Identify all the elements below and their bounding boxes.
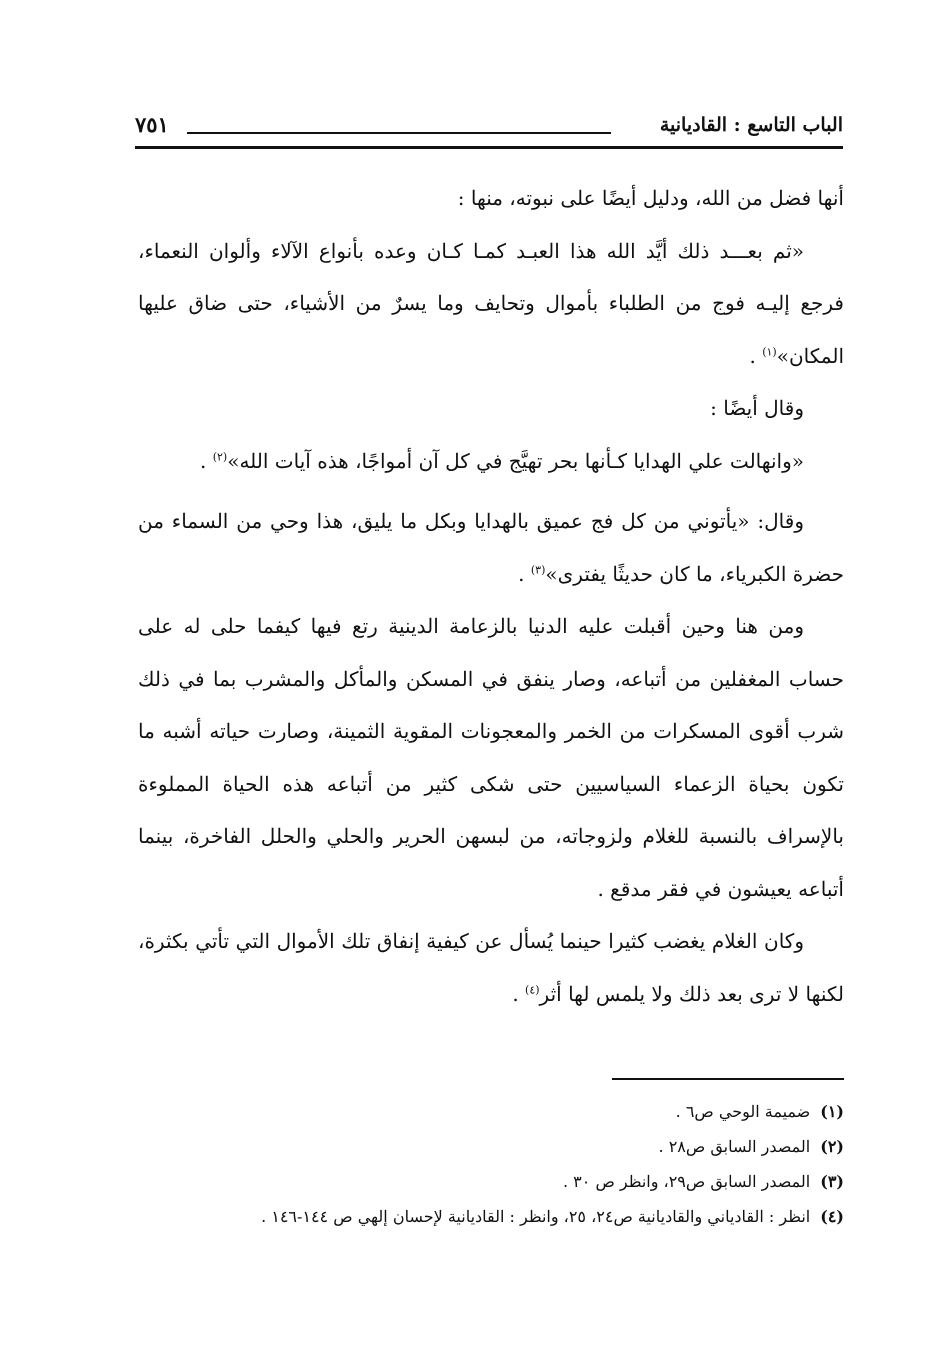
paragraph-text: ومن هنا وحين أقبلت عليه الدنيا بالزعامة الدينية رتع فيها كيفما حلى له على حساب المغفلين من أتباعه، وصار ينفق في المسكن والمأكل والمشرب بما في ذلك شرب أقوى المسكرات من الخمر والمعجونات المقوية الثمينة، وصارت حياته أشبه ما تكون بحياة الزعماء السياسيين حتى شكى كثير من أتباعه هذه الحياة المملوءة بالإسراف بالنسبة للغلام ولزوجاته، من لبسهن الحرير والحلي والحلل الفاخرة، بينما أتباعه يعيشون في فقر مدقع . — [138, 614, 844, 901]
footnote-number: (٢) — [820, 1137, 844, 1156]
footnote-number: (٣) — [820, 1172, 844, 1191]
chapter-title: الباب التاسع : القاديانية — [659, 114, 843, 136]
header-rule — [135, 146, 843, 149]
footnote-text: انظر : القادياني والقاديانية ص٢٤، ٢٥، وانظر : القاديانية لإحسان إلهي ص ١٤٤-١٤٦ . — [261, 1207, 811, 1226]
quote-paragraph — [138, 495, 844, 600]
sentence-end: . — [749, 343, 756, 368]
paragraph — [138, 382, 844, 435]
footnote-number: (٤) — [820, 1207, 844, 1226]
sentence-end: . — [199, 448, 207, 473]
main-text — [138, 172, 844, 1020]
quote-text: «ثم بعـــد ذلك أيَّد الله هذا العبـد كمـا كـان وعده بأنواع الآلاء وألوان النعماء، فرجع إليـه فوج من الطلباء بأموال وتحايف وما يسرٌ من الأشياء، حتى ضاق عليها المكان» — [138, 238, 844, 368]
footnote-item — [138, 1094, 844, 1129]
footnote-ref: (١) — [762, 344, 777, 358]
paragraph — [138, 600, 844, 915]
sentence-end: . — [518, 561, 525, 586]
footnote-text: المصدر السابق ص٢٨ . — [658, 1137, 811, 1156]
footnote-ref: (٣) — [530, 562, 546, 576]
footnote-item — [138, 1199, 844, 1234]
paragraph — [138, 172, 844, 225]
footnote-item — [138, 1164, 844, 1199]
footnote-number: (١) — [820, 1102, 844, 1121]
paragraph-text: وقال أيضًا : — [710, 396, 804, 420]
paragraph-text: أنها فضل من الله، ودليل أيضًا على نبوته، منها : — [457, 186, 844, 210]
footnote-ref: (٢) — [212, 449, 228, 463]
page-number: ٧٥١ — [135, 112, 169, 137]
running-header — [135, 110, 843, 150]
footnote-item — [138, 1129, 844, 1164]
footnote-ref: (٤) — [525, 982, 540, 996]
paragraph-text: وكان الغلام يغضب كثيرا حينما يُسأل عن كيفية إنفاق تلك الأموال التي تأتي بكثرة، لكنها لا ترى بعد ذلك ولا يلمس لها أثر — [138, 929, 844, 1006]
footnote-text: المصدر السابق ص٢٩، وانظر ص ٣٠ . — [563, 1172, 811, 1191]
quote-text: وقال: «يأتوني من كل فج عميق بالهدايا وبكل ما يليق، هذا وحي من السماء من حضرة الكبرياء، ما كان حديثًا يفترى» — [138, 509, 844, 586]
quote-paragraph — [138, 225, 844, 383]
sentence-end: . — [512, 981, 519, 1006]
header-divider-line — [187, 132, 611, 134]
quote-text: «وانهالت علي الهدايا كـأنها بحر تهيَّج في كل آن أمواجًا، هذه آيات الله» — [227, 448, 804, 473]
footnotes — [138, 1094, 844, 1234]
quote-paragraph — [138, 435, 844, 488]
footnote-separator — [612, 1078, 844, 1080]
footnote-text: ضميمة الوحي ص٦ . — [675, 1102, 811, 1121]
paragraph — [138, 915, 844, 1020]
